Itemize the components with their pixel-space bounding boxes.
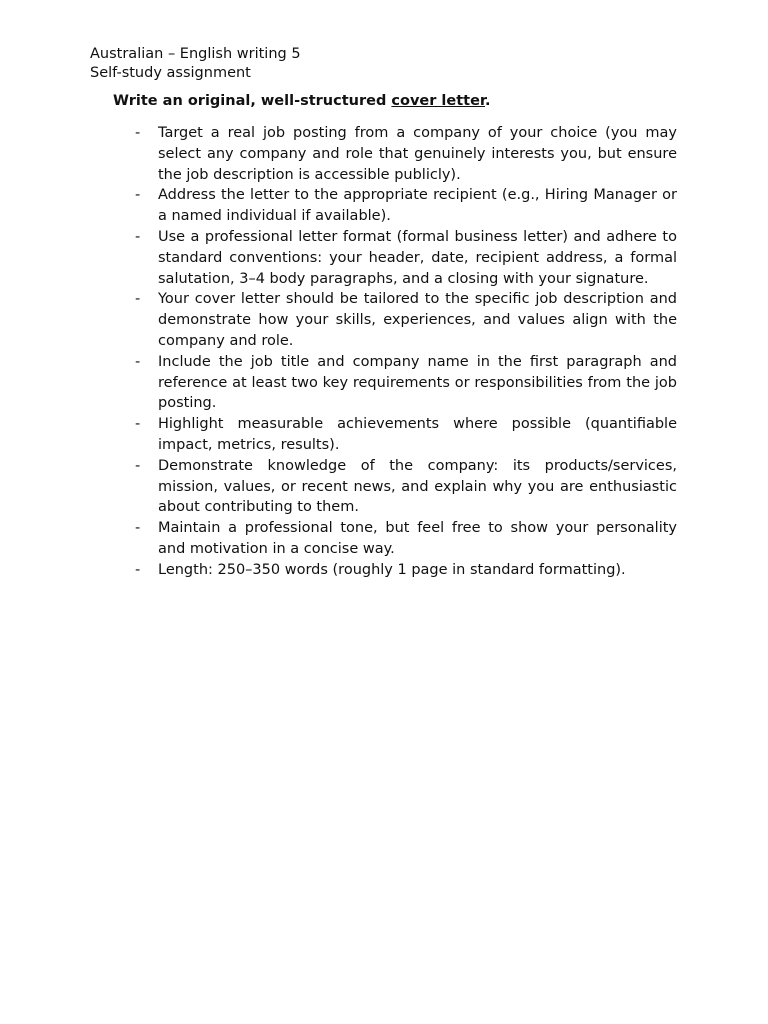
document-header <box>90 45 301 83</box>
list-item-text: Use a professional letter format (formal business letter) and adhere to standard conventions: your header, date, recipient address, a formal salutation, 3–4 body paragraphs, and a closing with your signature. <box>158 228 677 287</box>
assignment-type: Self-study assignment <box>90 65 251 81</box>
bullet-dash: - <box>135 291 141 308</box>
bullet-dash: - <box>135 353 141 370</box>
bullet-dash: - <box>135 125 141 141</box>
requirements-list <box>135 123 677 581</box>
list-item-text: Your cover letter should be tailored to the specific job description and demonstrate how your skills, experiences, and values align with the company and role. <box>158 291 677 349</box>
heading-suffix: . <box>485 93 491 109</box>
bullet-dash: - <box>135 228 141 245</box>
list-item-text: Maintain a professional tone, but feel free to show your personality and motivation in a concise way. <box>158 520 677 557</box>
list-item-text: Include the job title and company name in the first paragraph and reference at least two key requirements or responsibilities from the job posting. <box>158 353 677 412</box>
list-item <box>135 289 677 351</box>
assignment-heading <box>113 91 491 111</box>
bullet-dash: - <box>135 416 141 433</box>
list-item <box>135 123 677 185</box>
heading-prefix: Write an original, well-structured <box>113 93 392 109</box>
bullet-dash: - <box>135 561 141 578</box>
list-item <box>135 352 677 414</box>
heading-underlined: cover letter <box>391 93 486 109</box>
list-item-text: Highlight measurable achievements where possible (quantifiable impact, metrics, results). <box>158 416 677 453</box>
list-item <box>135 227 677 289</box>
list-item <box>135 518 677 560</box>
list-item-text: Length: 250–350 words (roughly 1 page in standard formatting). <box>158 561 626 578</box>
list-item-text: Target a real job posting from a company of your choice (you may select any company and role that genuinely interests you, but ensure the job description is accessible publicly). <box>158 125 677 183</box>
list-item <box>135 185 677 227</box>
bullet-dash: - <box>135 187 141 204</box>
list-item <box>135 560 677 581</box>
list-item-text: Demonstrate knowledge of the company: its products/services, mission, values, or recent news, and explain why you are enthusiastic about contributing to them. <box>158 457 677 516</box>
list-item <box>135 414 677 456</box>
course-title: Australian – English writing 5 <box>90 46 301 62</box>
list-item-text: Address the letter to the appropriate recipient (e.g., Hiring Manager or a named individual if available). <box>158 187 677 225</box>
bullet-dash: - <box>135 520 141 537</box>
list-item <box>135 456 677 518</box>
bullet-dash: - <box>135 457 141 474</box>
